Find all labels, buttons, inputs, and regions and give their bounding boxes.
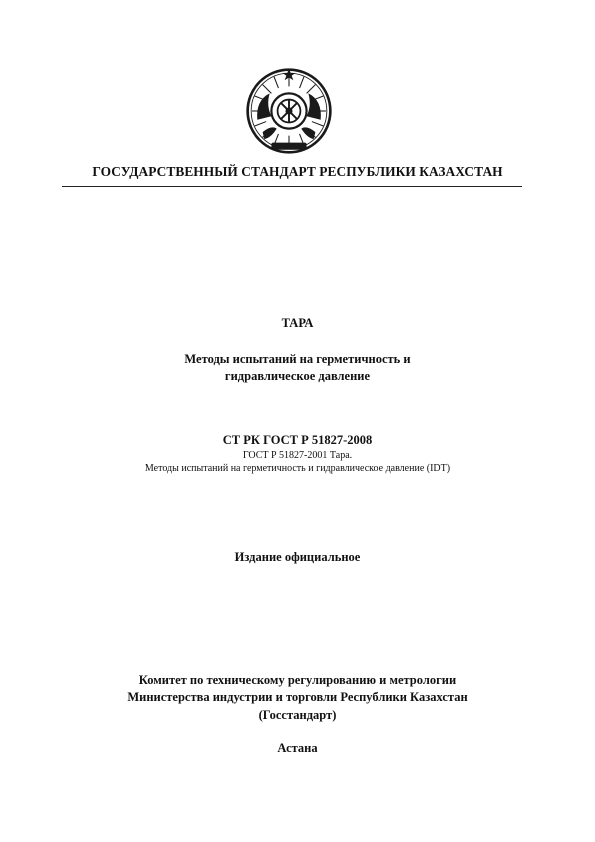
publisher-line-1: Комитет по техническому регулированию и метрологии <box>138 673 457 687</box>
publisher-line-3: (Госстандарт) <box>258 708 337 722</box>
document-main-title: ТАРА <box>281 316 314 330</box>
standard-header-title: ГОСУДАРСТВЕННЫЙ СТАНДАРТ РЕСПУБЛИКИ КАЗАХСТАН <box>92 164 503 179</box>
document-subtitle-line-1: Методы испытаний на герметичность и <box>184 352 411 366</box>
document-subtitle-line-2: гидравлическое давление <box>224 369 371 383</box>
edition-label: Издание официальное <box>234 550 361 564</box>
publisher-city: Астана <box>277 741 318 755</box>
identity-line-1: ГОСТ Р 51827-2001 Тара. <box>242 450 353 461</box>
identity-line-2: Методы испытаний на герметичность и гидравлическое давление (IDT) <box>144 463 451 474</box>
standard-code: СТ РК ГОСТ Р 51827-2008 <box>222 433 373 447</box>
state-emblem-icon <box>245 67 333 155</box>
publisher-line-2: Министерства индустрии и торговли Республики Казахстан <box>127 690 468 704</box>
header-divider <box>62 186 522 187</box>
